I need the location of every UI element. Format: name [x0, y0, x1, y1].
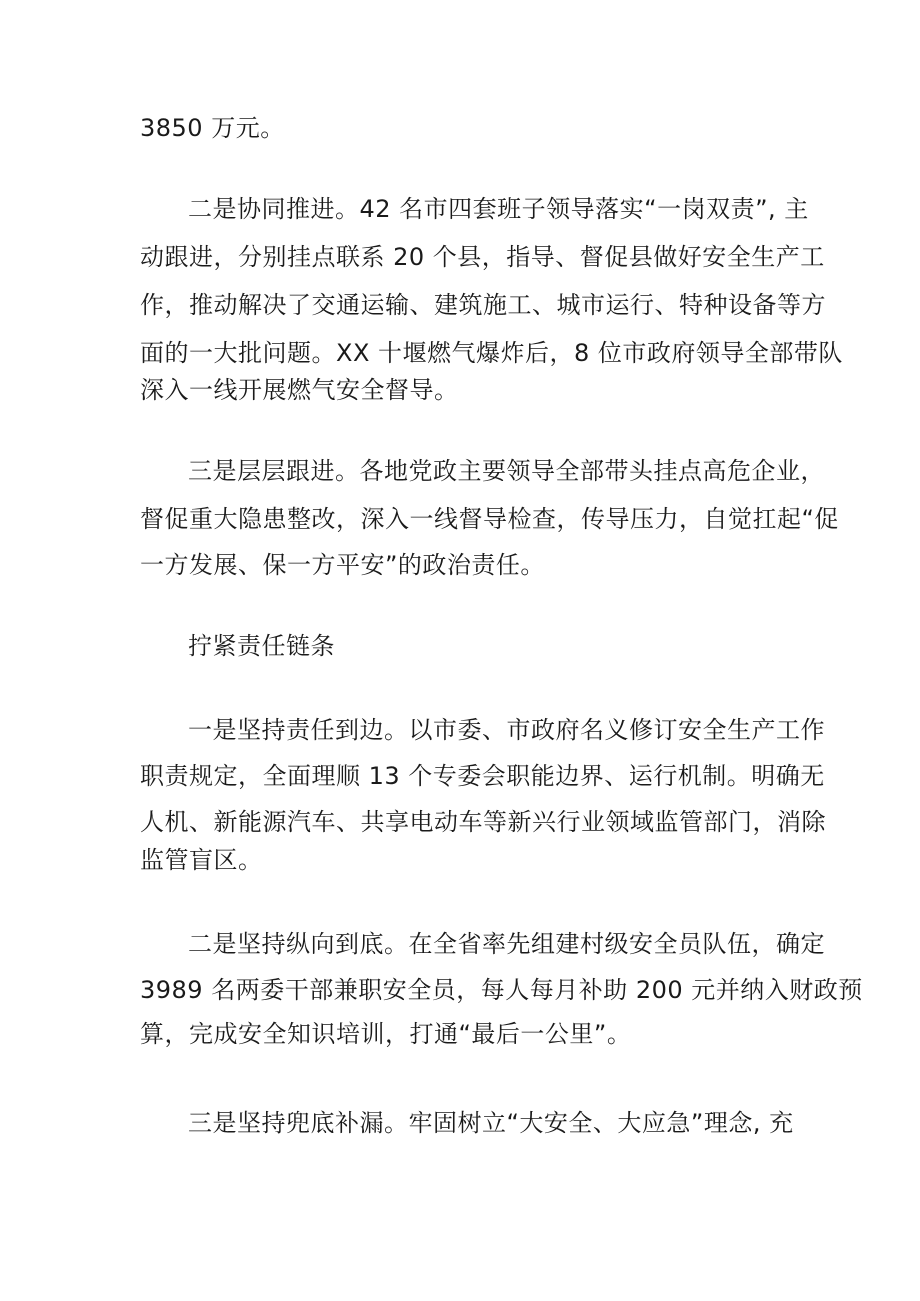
paragraph-line: 三是层层跟进。各地党政主要领导全部带头挂点高危企业，: [188, 457, 825, 485]
paragraph-line: 人机、新能源汽车、共享电动车等新兴行业领域监管部门，消除: [140, 808, 826, 836]
section-heading: 拧紧责任链条: [188, 632, 335, 660]
paragraph-line: 作，推动解决了交通运输、建筑施工、城市运行、特种设备等方: [140, 291, 826, 319]
paragraph-line: 督促重大隐患整改，深入一线督导检查，传导压力，自觉扛起“促: [140, 505, 839, 533]
paragraph-line: 动跟进，分别挂点联系 20 个县，指导、督促县做好安全生产工: [140, 243, 825, 271]
paragraph-line: 深入一线开展燃气安全督导。: [140, 376, 459, 404]
paragraph-line: 监管盲区。: [140, 846, 263, 874]
paragraph-line: 二是协同推进。42 名市四套班子领导落实“一岗双责”, 主: [188, 195, 809, 223]
paragraph-line: 一方发展、保一方平安”的政治责任。: [140, 551, 545, 579]
paragraph-line: 三是坚持兜底补漏。牢固树立“大安全、大应急”理念, 充: [188, 1109, 794, 1137]
paragraph-line: 二是坚持纵向到底。在全省率先组建村级安全员队伍，确定: [188, 930, 825, 958]
paragraph-line: 3989 名两委干部兼职安全员，每人每月补助 200 元并纳入财政预: [140, 976, 863, 1004]
paragraph-line: 面的一大批问题。XX 十堰燃气爆炸后，8 位市政府领导全部带队: [140, 339, 843, 367]
paragraph-line: 算，完成安全知识培训，打通“最后一公里”。: [140, 1020, 632, 1048]
paragraph-line: 一是坚持责任到边。以市委、市政府名义修订安全生产工作: [188, 716, 825, 744]
paragraph-line: 3850 万元。: [140, 114, 285, 142]
paragraph-line: 职责规定，全面理顺 13 个专委会职能边界、运行机制。明确无: [140, 762, 825, 790]
